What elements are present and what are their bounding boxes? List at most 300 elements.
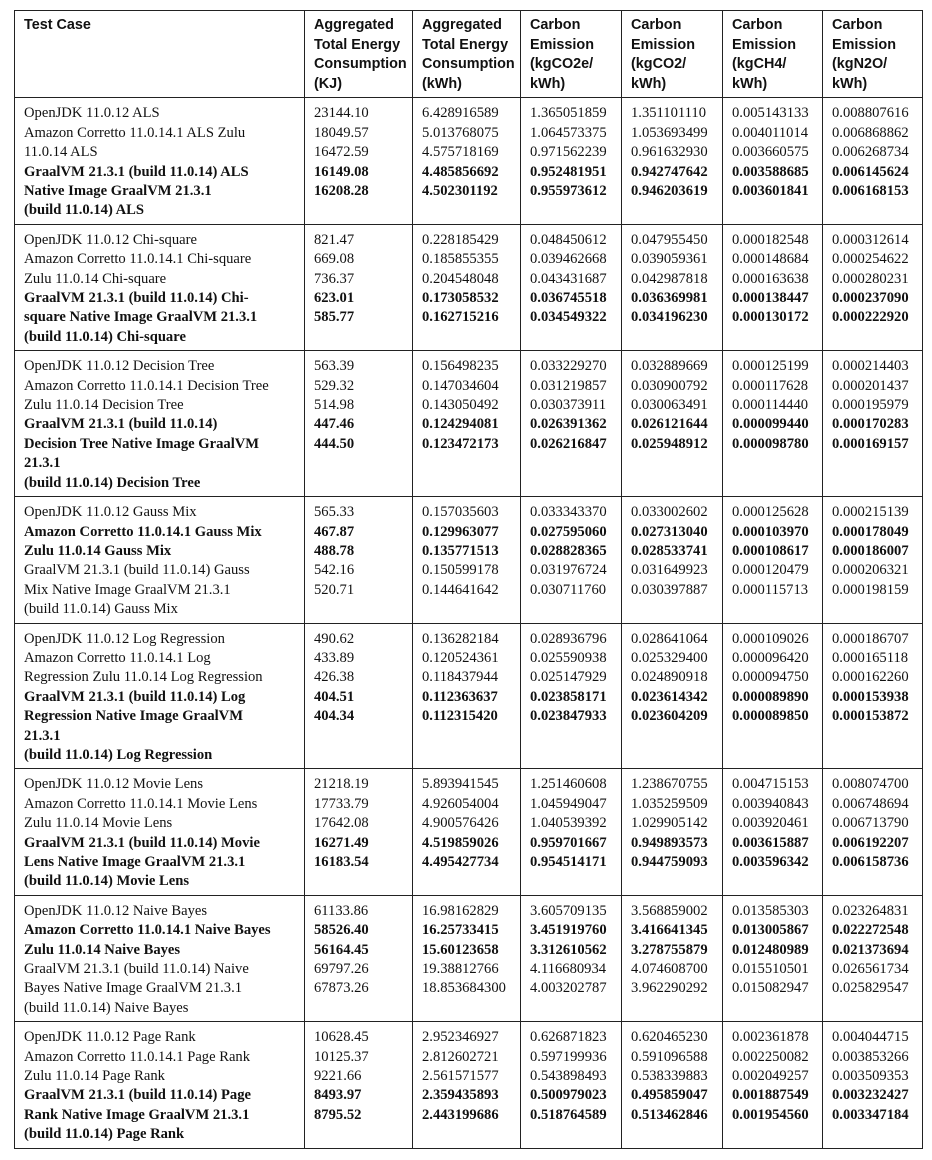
co2e-value: 0.028828365: [530, 542, 607, 559]
co2e-value: 0.023858171: [530, 688, 607, 705]
energy-kj-value: 8493.97: [314, 1087, 362, 1104]
co2e-value: 0.043431687: [530, 270, 607, 287]
n2o-value: 0.006168153: [832, 183, 909, 199]
table-row: [15, 351, 923, 497]
energy-kwh-value: 0.143050492: [422, 397, 499, 414]
test-case-cell: [15, 351, 305, 497]
co2-cell: [622, 623, 723, 769]
energy-kj-cell: [305, 497, 413, 623]
energy-kwh-value: 0.135771513: [422, 542, 499, 559]
co2e-value: 0.027595060: [530, 523, 607, 540]
co2-value: 0.039059361: [631, 251, 708, 268]
energy-kwh-value: 0.129963077: [422, 523, 499, 540]
n2o-value: 0.000222920: [832, 309, 909, 326]
table-wrapper: [14, 10, 923, 1149]
energy-kwh-value: 15.60123658: [422, 941, 499, 958]
co2e-cell: [521, 224, 622, 350]
energy-kj-value: 426.38: [314, 669, 355, 686]
co2-value: 0.030397887: [631, 581, 708, 598]
test-case-line: 21.3.1: [24, 455, 61, 472]
co2-value: 1.035259509: [631, 795, 708, 812]
energy-kj-cell: [305, 98, 413, 224]
energy-kj-value: 433.89: [314, 649, 355, 666]
test-case-line: 21.3.1: [24, 727, 61, 744]
energy-kj-value: 17642.08: [314, 815, 369, 832]
co2e-value: 0.033343370: [530, 504, 607, 521]
co2e-value: 4.003202787: [530, 980, 607, 997]
test-case-line: GraalVM 21.3.1 (build 11.0.14) Chi-: [24, 290, 249, 307]
table-row: [15, 224, 923, 350]
energy-kj-value: 61133.86: [314, 902, 369, 919]
n2o-value: 0.000153938: [832, 688, 909, 705]
n2o-value: 0.003347184: [832, 1106, 909, 1123]
energy-kj-value: 821.47: [314, 231, 355, 248]
test-case-line: Amazon Corretto 11.0.14.1 Decision Tree: [24, 377, 269, 394]
co2-cell: [622, 98, 723, 224]
energy-kwh-cell: [413, 769, 521, 895]
energy-kj-cell: [305, 351, 413, 497]
energy-kj-value: 17733.79: [314, 795, 369, 812]
co2-value: 0.030900792: [631, 377, 708, 394]
ch4-value: 0.000125628: [732, 504, 809, 521]
energy-kj-value: 21218.19: [314, 776, 369, 793]
energy-kwh-value: 5.893941545: [422, 776, 499, 793]
n2o-value: 0.000195979: [832, 397, 909, 414]
energy-kj-cell: [305, 895, 413, 1021]
energy-kj-value: 16149.08: [314, 163, 369, 180]
energy-kj-value: 18049.57: [314, 124, 369, 141]
ch4-value: 0.000130172: [732, 309, 809, 326]
table-row: [15, 895, 923, 1021]
test-case-cell: [15, 895, 305, 1021]
co2-value: 1.053693499: [631, 124, 708, 141]
ch4-value: 0.001887549: [732, 1087, 809, 1104]
energy-kwh-value: 2.443199686: [422, 1106, 499, 1123]
energy-kwh-value: 0.162715216: [422, 309, 499, 326]
n2o-value: 0.000312614: [832, 231, 909, 248]
n2o-value: 0.023264831: [832, 902, 909, 919]
header-co2e: Carbon Emission (kgCO2e/ kWh): [521, 11, 622, 98]
co2e-value: 3.312610562: [530, 941, 607, 958]
co2-value: 0.028641064: [631, 630, 708, 647]
test-case-cell: [15, 623, 305, 769]
co2-value: 0.032889669: [631, 358, 708, 375]
ch4-value: 0.003660575: [732, 144, 809, 161]
ch4-cell: [723, 769, 823, 895]
test-case-line: Zulu 11.0.14 Decision Tree: [24, 397, 184, 414]
test-case-line: Mix Native Image GraalVM 21.3.1: [24, 581, 231, 598]
co2-value: 0.028533741: [631, 542, 708, 559]
table-row: [15, 98, 923, 224]
test-case-line: Zulu 11.0.14 Movie Lens: [24, 815, 173, 832]
header-n2o: Carbon Emission (kgN2O/ kWh): [823, 11, 923, 98]
test-case-line: Zulu 11.0.14 Page Rank: [24, 1068, 165, 1085]
co2-value: 3.962290292: [631, 980, 708, 997]
ch4-value: 0.000182548: [732, 231, 809, 248]
ch4-value: 0.003596342: [732, 854, 809, 870]
energy-kwh-value: 2.952346927: [422, 1029, 499, 1046]
test-case-line: (build 11.0.14) Page Rank: [24, 1126, 185, 1143]
energy-kwh-value: 4.495427734: [422, 854, 499, 870]
n2o-value: 0.000215139: [832, 504, 909, 521]
co2-value: 0.026121644: [631, 416, 708, 433]
table-row: [15, 623, 923, 769]
test-case-line: OpenJDK 11.0.12 Decision Tree: [24, 358, 215, 375]
n2o-value: 0.000201437: [832, 377, 909, 394]
ch4-value: 0.005143133: [732, 105, 809, 122]
co2-value: 0.031649923: [631, 562, 708, 579]
n2o-cell: [823, 769, 923, 895]
co2e-value: 1.064573375: [530, 124, 607, 141]
n2o-value: 0.003232427: [832, 1087, 909, 1104]
table-row: [15, 1022, 923, 1148]
co2-value: 1.238670755: [631, 776, 708, 793]
header-test-case: Test Case: [15, 11, 305, 98]
test-case-line: OpenJDK 11.0.12 Page Rank: [24, 1029, 196, 1046]
co2-value: 0.620465230: [631, 1029, 708, 1046]
ch4-value: 0.000125199: [732, 358, 809, 375]
ch4-value: 0.002049257: [732, 1068, 809, 1085]
energy-kj-cell: [305, 623, 413, 769]
co2-value: 1.029905142: [631, 815, 708, 832]
n2o-value: 0.006713790: [832, 815, 909, 832]
co2e-cell: [521, 623, 622, 769]
header-energy-kj: Aggregated Total Energy Consumption (KJ): [305, 11, 413, 98]
n2o-value: 0.000280231: [832, 270, 909, 287]
n2o-cell: [823, 895, 923, 1021]
energy-kwh-value: 19.38812766: [422, 961, 499, 978]
ch4-cell: [723, 497, 823, 623]
n2o-value: 0.000178049: [832, 523, 909, 540]
n2o-cell: [823, 497, 923, 623]
n2o-cell: [823, 98, 923, 224]
energy-kwh-value: 0.150599178: [422, 562, 499, 579]
n2o-value: 0.000169157: [832, 435, 909, 452]
ch4-value: 0.000096420: [732, 649, 809, 666]
n2o-value: 0.000162260: [832, 669, 909, 686]
energy-kwh-value: 4.575718169: [422, 144, 499, 161]
energy-kj-value: 16183.54: [314, 854, 369, 870]
n2o-value: 0.000214403: [832, 358, 909, 375]
energy-kwh-value: 6.428916589: [422, 105, 499, 122]
co2-cell: [622, 497, 723, 623]
energy-kwh-cell: [413, 623, 521, 769]
energy-kwh-cell: [413, 497, 521, 623]
n2o-cell: [823, 623, 923, 769]
ch4-value: 0.000089890: [732, 688, 809, 705]
ch4-value: 0.013585303: [732, 902, 809, 919]
ch4-value: 0.015082947: [732, 980, 809, 997]
test-case-line: OpenJDK 11.0.12 Movie Lens: [24, 776, 204, 793]
energy-kwh-value: 0.120524361: [422, 649, 499, 666]
co2e-cell: [521, 895, 622, 1021]
header-energy-kwh: Aggregated Total Energy Consumption (kWh): [413, 11, 521, 98]
ch4-value: 0.000099440: [732, 416, 809, 433]
test-case-line: Zulu 11.0.14 Chi-square: [24, 270, 167, 287]
energy-kj-value: 444.50: [314, 435, 355, 452]
ch4-value: 0.000109026: [732, 630, 809, 647]
co2-value: 0.034196230: [631, 309, 708, 326]
co2-cell: [622, 1022, 723, 1148]
co2e-cell: [521, 497, 622, 623]
test-case-line: OpenJDK 11.0.12 Naive Bayes: [24, 902, 208, 919]
co2e-value: 0.597199936: [530, 1048, 607, 1065]
co2e-value: 0.031219857: [530, 377, 607, 394]
ch4-value: 0.000163638: [732, 270, 809, 287]
test-case-line: square Native Image GraalVM 21.3.1: [24, 309, 258, 326]
n2o-value: 0.004044715: [832, 1029, 909, 1046]
energy-kwh-value: 0.157035603: [422, 504, 499, 521]
energy-kwh-value: 0.173058532: [422, 290, 499, 307]
energy-kwh-value: 4.485856692: [422, 163, 499, 180]
n2o-value: 0.000170283: [832, 416, 909, 433]
ch4-value: 0.003920461: [732, 815, 809, 832]
energy-kj-value: 16472.59: [314, 144, 369, 161]
co2-value: 3.568859002: [631, 902, 708, 919]
co2-value: 0.025329400: [631, 649, 708, 666]
ch4-value: 0.001954560: [732, 1106, 809, 1123]
test-case-line: Regression Zulu 11.0.14 Log Regression: [24, 669, 263, 686]
energy-kj-value: 565.33: [314, 504, 355, 521]
test-case-line: GraalVM 21.3.1 (build 11.0.14) Naive: [24, 961, 249, 978]
test-case-line: GraalVM 21.3.1 (build 11.0.14): [24, 416, 218, 433]
n2o-cell: [823, 224, 923, 350]
energy-kj-value: 585.77: [314, 309, 355, 326]
energy-kj-value: 16208.28: [314, 183, 369, 199]
energy-kj-value: 10125.37: [314, 1048, 369, 1065]
energy-kj-value: 467.87: [314, 523, 355, 540]
test-case-line: OpenJDK 11.0.12 Log Regression: [24, 630, 225, 647]
co2-value: 0.591096588: [631, 1048, 708, 1065]
ch4-value: 0.003940843: [732, 795, 809, 812]
energy-kwh-cell: [413, 224, 521, 350]
n2o-cell: [823, 1022, 923, 1148]
ch4-cell: [723, 895, 823, 1021]
energy-kj-value: 23144.10: [314, 105, 369, 122]
test-case-line: OpenJDK 11.0.12 Gauss Mix: [24, 504, 197, 521]
energy-kwh-value: 0.144641642: [422, 581, 499, 598]
test-case-line: 11.0.14 ALS: [24, 144, 98, 161]
test-case-line: Amazon Corretto 11.0.14.1 Naive Bayes: [24, 922, 271, 939]
energy-kj-value: 623.01: [314, 290, 355, 307]
ch4-value: 0.012480989: [732, 941, 809, 958]
co2e-value: 0.030711760: [530, 581, 607, 598]
energy-kj-value: 16271.49: [314, 834, 369, 851]
co2e-value: 0.971562239: [530, 144, 607, 161]
co2-cell: [622, 351, 723, 497]
n2o-value: 0.000186007: [832, 542, 909, 559]
energy-kj-cell: [305, 769, 413, 895]
ch4-value: 0.000148684: [732, 251, 809, 268]
energy-kwh-value: 0.204548048: [422, 270, 499, 287]
ch4-value: 0.003601841: [732, 183, 809, 199]
energy-kj-value: 67873.26: [314, 980, 369, 997]
ch4-value: 0.013005867: [732, 922, 809, 939]
energy-kwh-value: 4.519859026: [422, 834, 499, 851]
ch4-value: 0.000120479: [732, 562, 809, 579]
energy-kwh-value: 16.98162829: [422, 902, 499, 919]
n2o-value: 0.008074700: [832, 776, 909, 793]
ch4-value: 0.004011014: [732, 124, 809, 141]
co2-value: 0.944759093: [631, 854, 708, 870]
energy-kwh-value: 0.185855355: [422, 251, 499, 268]
energy-kwh-value: 2.561571577: [422, 1068, 499, 1085]
n2o-value: 0.022272548: [832, 922, 909, 939]
ch4-value: 0.000103970: [732, 523, 809, 540]
test-case-line: Amazon Corretto 11.0.14.1 ALS Zulu: [24, 124, 246, 141]
test-case-cell: [15, 98, 305, 224]
test-case-line: Amazon Corretto 11.0.14.1 Chi-square: [24, 251, 252, 268]
ch4-value: 0.000089850: [732, 708, 809, 725]
test-case-line: GraalVM 21.3.1 (build 11.0.14) Log: [24, 688, 246, 705]
energy-kwh-value: 0.156498235: [422, 358, 499, 375]
energy-kwh-value: 0.136282184: [422, 630, 499, 647]
energy-kj-value: 514.98: [314, 397, 355, 414]
co2e-value: 1.251460608: [530, 776, 607, 793]
co2-cell: [622, 895, 723, 1021]
header-row: [15, 11, 923, 98]
co2e-value: 0.026216847: [530, 435, 607, 452]
co2e-value: 0.026391362: [530, 416, 607, 433]
co2-value: 0.024890918: [631, 669, 708, 686]
co2-value: 0.036369981: [631, 290, 708, 307]
test-case-line: (build 11.0.14) Naive Bayes: [24, 999, 189, 1016]
energy-kwh-value: 4.900576426: [422, 815, 499, 832]
co2-value: 0.025948912: [631, 435, 708, 452]
energy-kj-value: 58526.40: [314, 922, 369, 939]
energy-kwh-value: 4.926054004: [422, 795, 499, 812]
test-case-line: GraalVM 21.3.1 (build 11.0.14) Page: [24, 1087, 252, 1104]
co2e-value: 0.952481951: [530, 163, 607, 180]
table-body: [15, 98, 923, 1148]
co2-value: 0.030063491: [631, 397, 708, 414]
co2e-value: 0.031976724: [530, 562, 607, 579]
co2e-value: 0.955973612: [530, 183, 607, 199]
energy-kj-value: 490.62: [314, 630, 355, 647]
co2e-value: 4.116680934: [530, 961, 607, 978]
energy-kwh-value: 2.359435893: [422, 1087, 499, 1104]
co2-value: 0.961632930: [631, 144, 708, 161]
n2o-cell: [823, 351, 923, 497]
co2-value: 0.538339883: [631, 1068, 708, 1085]
co2-value: 0.495859047: [631, 1087, 708, 1104]
ch4-value: 0.000138447: [732, 290, 809, 307]
ch4-value: 0.000114440: [732, 397, 809, 414]
co2-value: 0.033002602: [631, 504, 708, 521]
n2o-value: 0.006158736: [832, 854, 909, 870]
energy-emission-table: [14, 10, 923, 1149]
test-case-line: Rank Native Image GraalVM 21.3.1: [24, 1106, 250, 1123]
n2o-value: 0.000206321: [832, 562, 909, 579]
energy-kj-value: 488.78: [314, 542, 355, 559]
energy-kwh-value: 0.123472173: [422, 435, 499, 452]
energy-kwh-value: 2.812602721: [422, 1048, 499, 1065]
n2o-value: 0.006268734: [832, 144, 909, 161]
ch4-cell: [723, 98, 823, 224]
ch4-cell: [723, 1022, 823, 1148]
ch4-cell: [723, 351, 823, 497]
energy-kj-value: 8795.52: [314, 1106, 362, 1123]
co2e-cell: [521, 351, 622, 497]
ch4-value: 0.003588685: [732, 163, 809, 180]
ch4-value: 0.000117628: [732, 377, 809, 394]
test-case-cell: [15, 224, 305, 350]
test-case-line: Native Image GraalVM 21.3.1: [24, 183, 212, 199]
test-case-line: (build 11.0.14) Movie Lens: [24, 873, 190, 890]
energy-kj-cell: [305, 224, 413, 350]
co2e-value: 0.025147929: [530, 669, 607, 686]
n2o-value: 0.000254622: [832, 251, 909, 268]
energy-kwh-value: 4.502301192: [422, 183, 498, 199]
energy-kj-value: 669.08: [314, 251, 355, 268]
co2e-value: 0.543898493: [530, 1068, 607, 1085]
co2-value: 0.949893573: [631, 834, 708, 851]
test-case-line: GraalVM 21.3.1 (build 11.0.14) Movie: [24, 834, 260, 851]
header-co2: Carbon Emission (kgCO2/ kWh): [622, 11, 723, 98]
test-case-line: (build 11.0.14) Decision Tree: [24, 474, 201, 491]
co2-value: 0.023604209: [631, 708, 708, 725]
ch4-cell: [723, 224, 823, 350]
co2e-value: 0.048450612: [530, 231, 607, 248]
n2o-value: 0.000165118: [832, 649, 909, 666]
n2o-value: 0.026561734: [832, 961, 909, 978]
co2e-value: 0.023847933: [530, 708, 607, 725]
header-ch4: Carbon Emission (kgCH4/ kWh): [723, 11, 823, 98]
co2-cell: [622, 224, 723, 350]
energy-kwh-value: 0.112363637: [422, 688, 498, 705]
test-case-line: Amazon Corretto 11.0.14.1 Log: [24, 649, 211, 666]
co2e-value: 0.626871823: [530, 1029, 607, 1046]
energy-kj-value: 56164.45: [314, 941, 369, 958]
energy-kwh-value: 16.25733415: [422, 922, 499, 939]
co2-value: 0.946203619: [631, 183, 708, 199]
co2e-value: 1.365051859: [530, 105, 607, 122]
energy-kj-cell: [305, 1022, 413, 1148]
co2e-value: 0.036745518: [530, 290, 607, 307]
table-row: [15, 497, 923, 623]
energy-kj-value: 69797.26: [314, 961, 369, 978]
energy-kwh-cell: [413, 895, 521, 1021]
ch4-value: 0.015510501: [732, 961, 809, 978]
test-case-cell: [15, 769, 305, 895]
energy-kj-value: 736.37: [314, 270, 355, 287]
n2o-value: 0.008807616: [832, 105, 909, 122]
test-case-line: OpenJDK 11.0.12 Chi-square: [24, 231, 197, 248]
ch4-cell: [723, 623, 823, 769]
energy-kwh-value: 5.013768075: [422, 124, 499, 141]
energy-kj-value: 404.51: [314, 688, 355, 705]
co2e-value: 0.039462668: [530, 251, 607, 268]
test-case-line: Lens Native Image GraalVM 21.3.1: [24, 854, 246, 870]
n2o-value: 0.006192207: [832, 834, 909, 851]
test-case-line: (build 11.0.14) Log Regression: [24, 746, 213, 763]
test-case-cell: [15, 497, 305, 623]
test-case-line: OpenJDK 11.0.12 ALS: [24, 105, 160, 122]
n2o-value: 0.000186707: [832, 630, 909, 647]
co2e-cell: [521, 1022, 622, 1148]
n2o-value: 0.021373694: [832, 941, 909, 958]
energy-kj-value: 447.46: [314, 416, 355, 433]
co2e-value: 0.028936796: [530, 630, 607, 647]
co2e-value: 0.025590938: [530, 649, 607, 666]
energy-kj-value: 10628.45: [314, 1029, 369, 1046]
energy-kwh-value: 0.118437944: [422, 669, 499, 686]
co2-value: 3.416641345: [631, 922, 708, 939]
co2e-value: 1.040539392: [530, 815, 607, 832]
energy-kwh-value: 0.124294081: [422, 416, 499, 433]
co2-value: 1.351101110: [631, 105, 706, 122]
energy-kwh-value: 0.112315420: [422, 708, 498, 725]
